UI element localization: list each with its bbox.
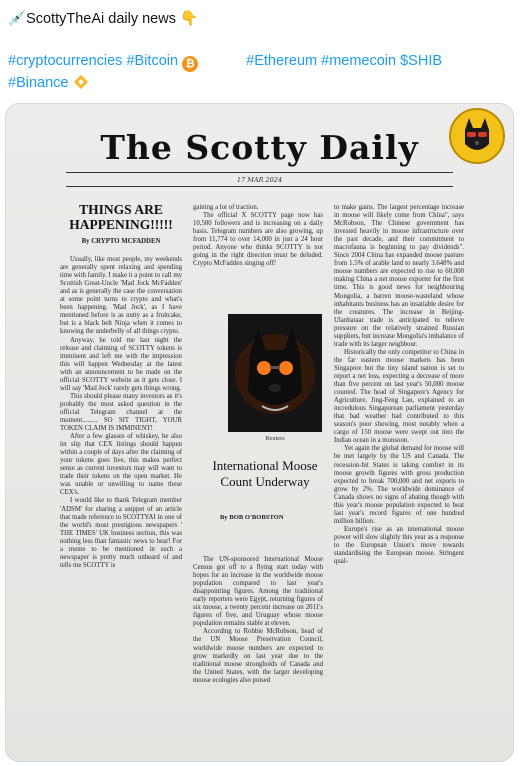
article-paragraph: Usually, like most people, my weekends are generally spent relaxing and spending time with family. I make it a point to call my Scottish Great-Uncle 'Mad Jock McFadden' and as is generally the case the conversation at some point turns to crypto and what's been happening. 'Mad Jock', as I have mentioned before is as nutty as a fruitcake, but is a black belt Ninja when it comes to knowing the underbelly of all things crypto. [60,256,182,336]
hashtag-link[interactable]: #memecoin [321,53,397,69]
article-paragraph: gaining a lot of traction. [193,204,259,211]
article-byline: By CRYPTO MCFADDEN [81,238,161,245]
tweet-text: ScottyTheAi daily news [26,11,176,27]
hashtag-row [8,74,89,95]
newspaper-page [6,104,513,761]
article-column [60,198,182,570]
tweet-text-line [8,10,198,28]
newspaper-date: 17 MAR 2024 [236,176,283,184]
article-column [334,204,464,566]
cashtag-link[interactable]: $SHIB [400,53,443,69]
article-paragraph: The UN-sponsored International Moose Census got off to a flying start today with hopes for an increase in the worldwide moose population compared to last year's disappointing figures. Among the traditional early reporters were Egypt, returning figures of six moose, a twenty percent increase on 2011's figures of five, and Uruguay whose moose population remains stable at eleven. [193,556,323,628]
scotty-dog-photo [228,314,322,432]
article-byline: By BOB O'BOBSTON [220,514,284,521]
article-paragraph: After a few glasses of whiskey, he also let slip that CEX listings should happen within a couple of days after the claiming of your tokens goes live, this makes perfect sense as current investors may will want to trade their tokens on the open market. He was unable or unwilling to name these CEX's. [60,433,182,497]
newspaper-masthead: The Scotty Daily [100,128,419,167]
article-paragraph: The official X SCOTTY page now has 10,500 followers and is increasing on a daily basis. Telegram numbers are also growing, up from 11,774 to over 14,000 in just a 24 hour period. Anyone who thinks SCOTTY is not going in the right direction must be deluded. Crypto McFadden singing off! [193,212,323,268]
bitcoin-icon: ₿ [182,56,198,72]
hashtag-link[interactable]: #cryptocurrencies [8,53,123,69]
article-column [193,556,323,685]
article-paragraph: According to Robbie McRobson, head of the UN Moose Preservation Council, worldwide moose numbers are expected to grow markedly on last year due to the traditional moose strongholds of Canada and the United States, with the larger developing moose ecologies also poised [193,628,323,684]
hashtag-link[interactable]: #Binance [8,75,69,91]
hashtag-link[interactable]: #Bitcoin [126,53,179,69]
binance-icon [73,74,89,95]
pointing-down-emoji-icon: 👇 [180,11,199,28]
scotty-dog-logo-icon [449,108,505,164]
article-paragraph: Historically the only competitor to China in the far eastern moose markets has been Singapore but the tiny island nation is set to report a net loss, expecting a decrease of more than five percent on last year's 50,000 moose counted. The head of Singapore's Agency for Agriculture, Jing-Feng Lau, explained to an incredulous Singaporean parliament yesterday that bad weather had contributed to this season's poor showing, most notably when a cargo of 150 moose were swept out into the Indian ocean in a monsoon. [334,348,464,445]
article-headline: International Moose Count Underway [212,458,318,489]
article-headline: THINGS ARE HAPPENING!!!!! [69,202,173,232]
syringe-emoji-icon: 💉 [8,11,27,28]
article-paragraph: Anyway, he told me last night the release and claiming of SCOTTY tokens is imminent and left me with the impression this will happen Wednesday at the latest with an announcement to be made on the official SCOTTY website as it gets close. I will say 'Mad Jock' rarely gets things wrong. [60,336,182,392]
tweet-image-attachment[interactable] [5,103,514,762]
masthead-rule [66,186,453,187]
masthead-rule [66,172,453,173]
article-paragraph: I would like to thank Telegram member 'ADSM' for sharing a snippet of an article that made reference to SCOTTYAI in one of the world's most prestigious newspapers ' THE TIMES' UK business section, this was nothing less than fantastic news to hear! For a meme to be mentioned in such a newspaper is pretty much unheard of and tells me SCOTTY is [60,497,182,569]
article-column [193,204,323,268]
article-paragraph: This should please many investors as it's probably the most asked question in the official Telegram channel at the moment......... SO SIT TIGHT, YOUR TOKEN CLAIM IS IMMINENT! [60,392,182,433]
photo-caption: Reuters [265,435,285,442]
hashtag-row [8,52,442,72]
article-paragraph: Yet again the global demand for moose will be met largely by the US and Canada. The recession-hit States is taking comfort in its moose growth figures with gross production expected to break 700,000 and net exports to grow by 2%. The worldwide dominance of Canada shows no signs of abating though with this year's moose population expected to beat last year's record figures of one hundred million billion. [334,445,464,525]
article-paragraph: to make gains. The largest percentage increase in moose will likely come from China", says McRobson, The Chinese government has invested heavily in moose infrastructure over the past decade, and their commitment to macrofauna is beginning to pay dividends". Since 2004 China has expanded moose pasture from 1.5% of arable land to nearly 3.648% and moose numbers are expected to rise to 60,000 making China a net moose exporter for the first time. This is good news for neighbouring Mongolia, a barren moose-wasteland whose inhabitants business has an insatiable desire for the creatures. The increase in Beijing-Ulanbataar trade is anticipated to relieve pressure on the relatively strained Russian suppliers, but increase Mongolia's imbalance of trade with its larger neighbour. [334,204,464,348]
hashtag-link[interactable]: #Ethereum [246,53,318,69]
article-paragraph: Europe's rise as an international moose power will slow slightly this year as a response to the European Union's move towards standardising the European moose. Stringent qual- [334,525,464,566]
